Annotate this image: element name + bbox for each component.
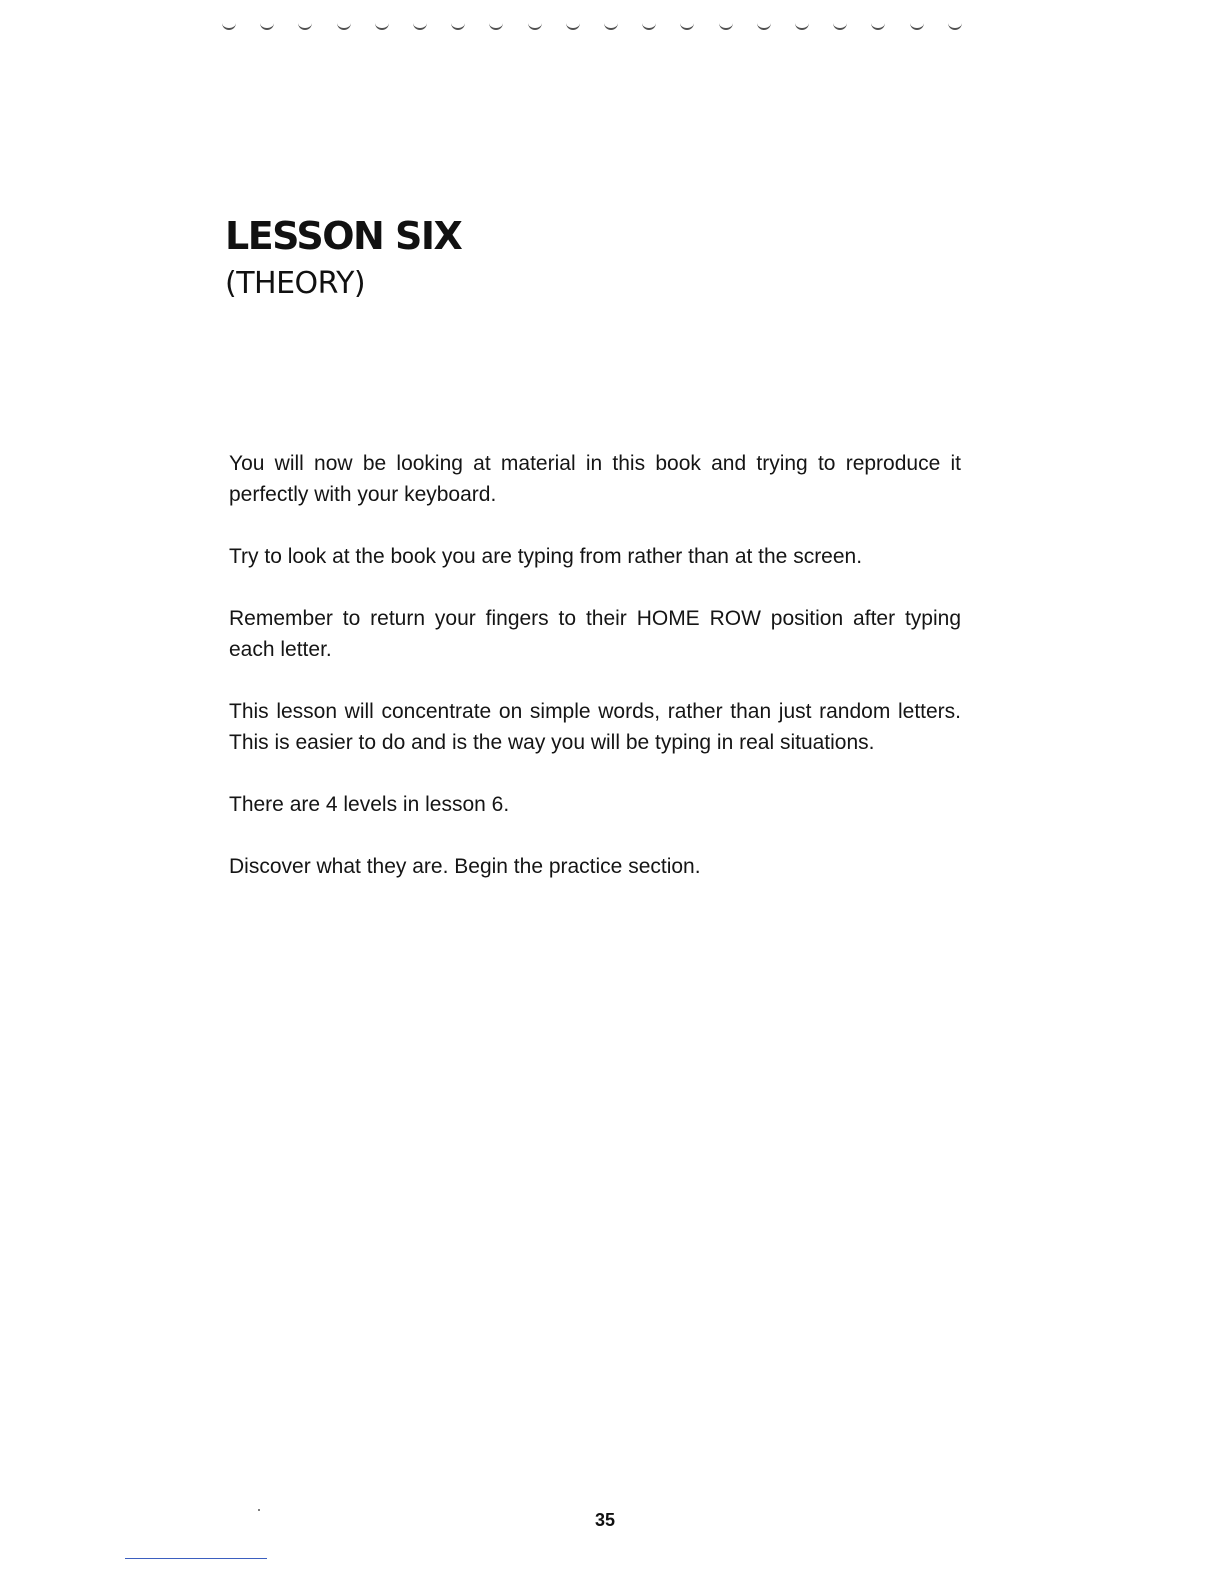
binding-hole <box>719 22 733 30</box>
paragraph-begin-practice: Discover what they are. Begin the practice section. <box>229 855 701 878</box>
binding-hole <box>871 22 885 30</box>
spiral-binding-holes <box>222 22 962 42</box>
binding-hole <box>298 22 312 30</box>
binding-hole <box>910 22 924 30</box>
binding-hole <box>566 22 580 30</box>
binding-hole <box>260 22 274 30</box>
lesson-heading <box>225 212 461 308</box>
binding-hole <box>757 22 771 30</box>
binding-hole <box>795 22 809 30</box>
page-number: 35 <box>594 1510 616 1530</box>
binding-hole <box>375 22 389 30</box>
binding-hole <box>451 22 465 30</box>
binding-hole <box>413 22 427 30</box>
binding-hole <box>642 22 656 30</box>
paragraph-home-row: Remember to return your fingers to their HOME ROW position after typing each letter. <box>229 607 961 661</box>
paragraph-simple-words: This lesson will concentrate on simple words, rather than just random letters. This is easier to do and is the way you will be typing in real situations. <box>229 700 961 754</box>
print-speck <box>258 1509 260 1511</box>
paragraph-levels: There are 4 levels in lesson 6. <box>229 793 510 816</box>
binding-hole <box>948 22 962 30</box>
paragraph-intro: You will now be looking at material in this book and trying to reproduce it perfectly with your keyboard. <box>229 452 961 506</box>
binding-hole <box>337 22 351 30</box>
lesson-subtitle: (THEORY) <box>225 266 366 301</box>
binding-hole <box>833 22 847 30</box>
binding-hole <box>222 22 236 30</box>
binding-hole <box>604 22 618 30</box>
lesson-title: LESSON SIX <box>225 214 462 258</box>
binding-hole <box>528 22 542 30</box>
paragraph-look-at-book: Try to look at the book you are typing from rather than at the screen. <box>229 545 863 568</box>
binding-hole <box>489 22 503 30</box>
footer-rule <box>125 1558 267 1559</box>
binding-hole <box>680 22 694 30</box>
lesson-body <box>229 448 961 913</box>
